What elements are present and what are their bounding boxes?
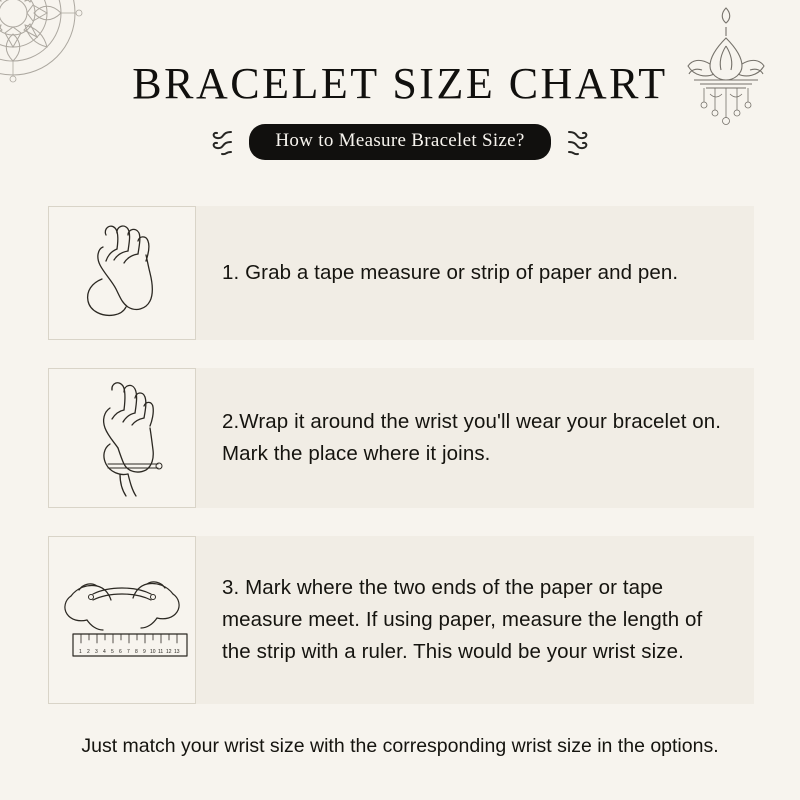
svg-text:2: 2 — [87, 649, 90, 655]
step-text: 3. Mark where the two ends of the paper or tape measure meet. If using paper, measure the length of the strip with a ruler. This would be your wrist size. — [222, 576, 703, 663]
svg-text:3: 3 — [95, 649, 98, 655]
subtitle-pill: How to Measure Bracelet Size? — [249, 124, 550, 160]
svg-text:12: 12 — [166, 649, 172, 655]
svg-text:5: 5 — [111, 649, 114, 655]
steps-list — [48, 206, 754, 732]
svg-text:6: 6 — [119, 649, 122, 655]
page-title: BRACELET SIZE CHART — [132, 59, 668, 108]
list-item — [48, 536, 754, 704]
svg-text:7: 7 — [127, 649, 130, 655]
subtitle-row — [0, 124, 800, 160]
svg-text:9: 9 — [143, 649, 146, 655]
step-text: 1. Grab a tape measure or strip of paper and pen. — [222, 261, 679, 285]
footer-note: Just match your wrist size with the corresponding wrist size in the options. — [81, 735, 719, 757]
hands-measuring-strip-with-ruler-illustration — [48, 536, 196, 704]
svg-text:1: 1 — [79, 649, 82, 655]
svg-text:10: 10 — [150, 649, 156, 655]
hand-with-tape-measure-illustration — [48, 206, 196, 340]
flourish-left-ornament — [209, 127, 235, 157]
step-text: 2.Wrap it around the wrist you'll wear your bracelet on. Mark the place where it joins. — [222, 410, 722, 465]
svg-text:4: 4 — [103, 649, 106, 655]
svg-text:8: 8 — [135, 649, 138, 655]
flourish-right-ornament — [565, 127, 591, 157]
hand-wrapping-tape-around-wrist-illustration — [48, 368, 196, 508]
list-item — [48, 368, 754, 508]
svg-text:11: 11 — [158, 649, 164, 655]
list-item — [48, 206, 754, 340]
svg-text:13: 13 — [174, 649, 180, 655]
